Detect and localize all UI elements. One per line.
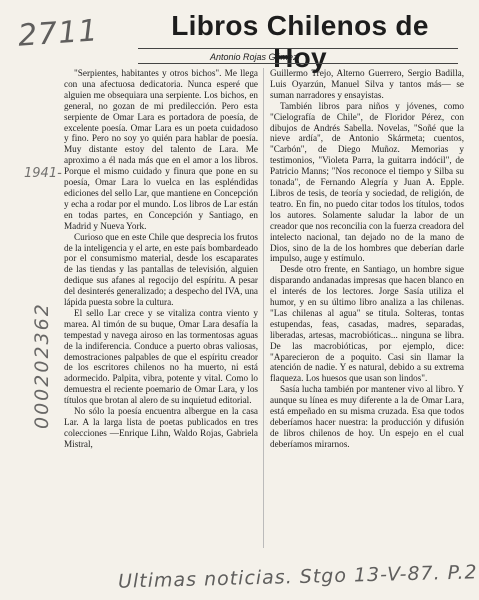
headline-rule [138, 48, 458, 49]
left-column [64, 68, 258, 450]
paragraph: "Serpientes, habitantes y otros bichos". Me llega con una afectuosa dedicatoria. Nunca esperé que alguien me obsequiara una serpiente. Los bichos, en general, no gozan de mi predilección. Pero esta serpiente de Omar Lara es portadora de poesía, de excelente poesía. Omar Lara es un poeta cuidadoso y fino. Pero no soy yo quién para hablar de poesía. Muy distante estoy del talento de Lara. Me aproximo a él nada más que en el amor a los libros. Porque el mismo cuidado y finura que pone en su poesía, Omar Lara lo vuelca en las espléndidas ediciones del sello Lar, que mantiene en Concepción y echa a rodar por el mundo. Los libros de Lar están en todas partes, en Concepción y Santiago, en Madrid y Nueva York. [64, 68, 258, 231]
handwritten-number: 2711 [16, 13, 100, 54]
paragraph: No sólo la poesía encuentra albergue en la casa Lar. A la larga lista de poetas publicados en tres colecciones —Enrique Lihn, Waldo Rojas, Gabriela Mistral, [64, 406, 258, 449]
column-divider [263, 68, 264, 548]
paragraph: Guillermo Trejo, Alterno Guerrero, Sergio Badilla, Luis Oyarzún, Manuel Silva y tantos más— se suman narradores y ensayistas. [270, 68, 464, 100]
paragraph: Curioso que en este Chile que desprecia los frutos de la inteligencia y el arte, en este país bombardeado por el consumismo material, desde los escaparates de las tiendas y las pantallas de televisión, alguien dedique sus afanes al regocijo del espíritu. A pesar del desinterés generalizado; a despecho del IVA, una lápida puesta sobre la cultura. [64, 231, 258, 308]
byline-rule [138, 63, 458, 64]
paragraph: También libros para niños y jóvenes, como "Cielografía de Chile", de Floridor Pérez, con dibujos de Andrés Sabella. Novelas, "Soñé que la nieve ardía", de Antonio Skármeta; cuentos, "Carbón", de Diego Muñoz. Memorias y testimonios, "Violeta Parra, la guitarra indócil", de Patricio Manns; "Nos reconoce el tiempo y Silba su tonada", de Fernando Alegría y Juan A. Epple. Libros de tesis, de teoría y sociedad, de religión, de teatro. En fin, no puedo citar todos los títulos, todos los autores. Solamente saludar la labor de un creador que nos reconcilia con la fuerza creadora del intelecto nacional, tan dejado no de la mano de Dios, sino de la de los hombres que deberían darle impulso, auge y estímulo. [270, 100, 464, 264]
handwritten-vertical-code: 000202362 [31, 302, 53, 429]
paragraph: El sello Lar crece y se vitaliza contra viento y marea. Al timón de su buque, Omar Lara desafía la tempestad y navega airoso en las tormentosas aguas de la indiferencia. Conduce a puerto obras valiosas, demostraciones palpables de que el espíritu creador de los escritores chilenos no ha muerto, ni está adormecido. Palpita, vibra, potente y vital. Como lo demuestra el reciente poemario de Omar Lara, y los títulos que brotan al alero de su inquietud editorial. [64, 307, 258, 406]
handwritten-year-note: 1941- [24, 166, 62, 181]
right-column [270, 68, 464, 450]
paragraph: Sasía lucha también por mantener vivo al libro. Y aunque su línea es muy diferente a la de Omar Lara, está empeñado en su misma cruzada. Esa que todos deberíamos hacer nuestra: la producción y difusión de libros chilenos de hoy. Un espejo en el cual deberíamos mirarnos. [270, 384, 464, 449]
article-headline: Libros Chilenos de Hoy [171, 10, 429, 73]
handwritten-source-note: Ultimas noticias. Stgo 13-V-87. P.2 [117, 561, 478, 593]
article-byline: Antonio Rojas Gómez [210, 52, 298, 62]
paragraph: Desde otro frente, en Santiago, un hombre sigue disparando andanadas impresas que hacen blanco en el interés de los lectores. Jorge Sasía utiliza el humor, y en su último libro analiza a las chilenas. "Las chilenas al agua" se titula. Solteras, tontas estupendas, feas, casadas, madres, separadas, liberadas, artesas, macrobióticas... ninguna se libra. De las macrobióticas, por ejemplo, dice: "Aparecieron de a poquito. Casi sin llamar la atención de nadie. Y es natural, debido a su extrema flaqueza. Los huesos que usan son lindos". [270, 264, 464, 384]
